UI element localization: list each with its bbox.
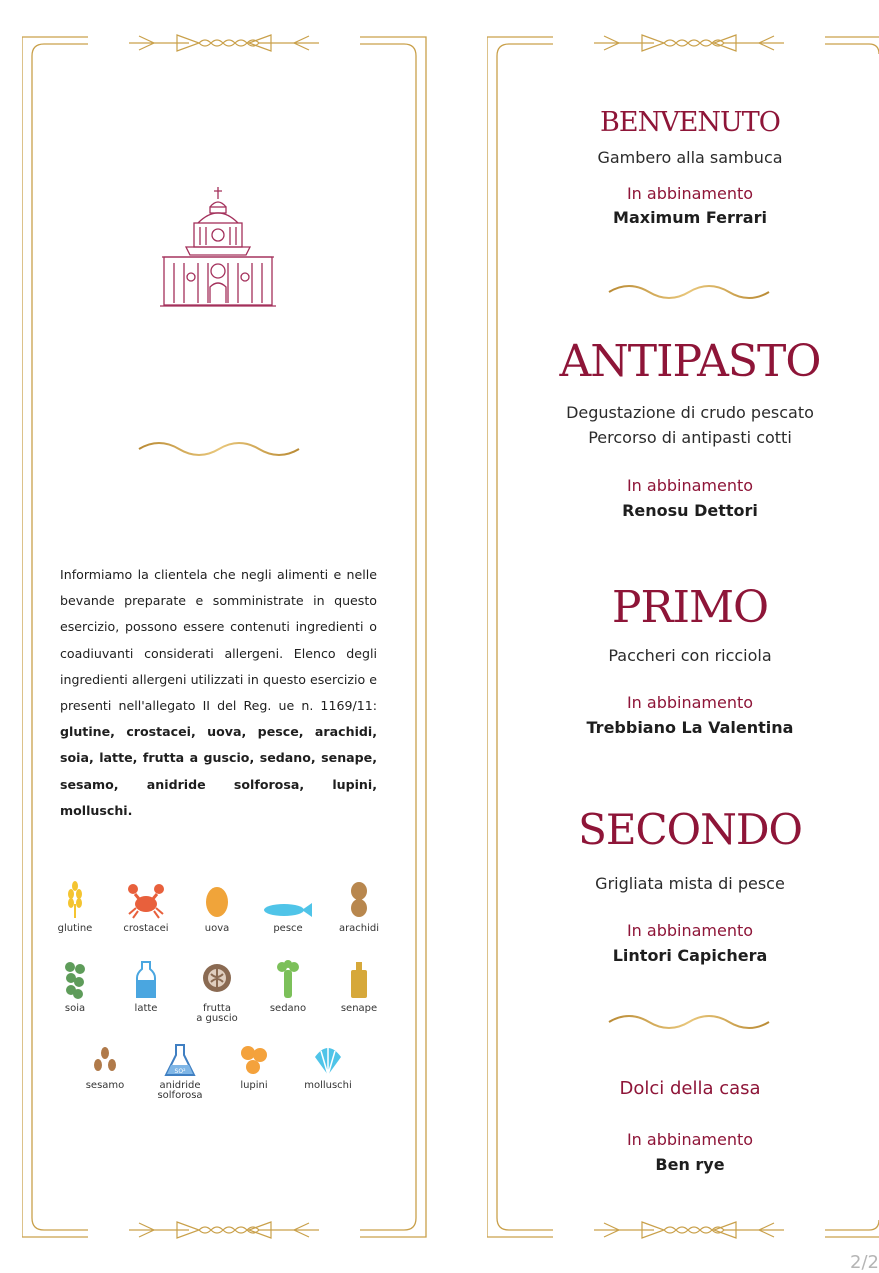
allergen-list: glutine, crostacei, uova, pesce, arachidi, soia, latte, frutta a guscio, sedano, senape, sesamo, anidride solforosa, lupini, molluschi. [60, 724, 377, 818]
benvenuto-wine: Maximum Ferrari [613, 208, 767, 227]
secondo-dish: Grigliata mista di pesce [595, 874, 785, 893]
mustard-bottle-icon [348, 960, 370, 1000]
walnut-icon [200, 960, 234, 1000]
secondo-pairing-label: In abbinamento [626, 921, 754, 940]
sesame-icon [90, 1043, 120, 1077]
celery-icon [273, 960, 303, 1000]
allergen-sedano: sedano [253, 960, 323, 1014]
lupin-icon [237, 1043, 271, 1077]
wave-divider [137, 437, 302, 457]
antipasto-wine: Renosu Dettori [622, 501, 758, 520]
wave-divider-1 [607, 280, 772, 300]
church-logo [160, 185, 280, 310]
bottom-ornament-right [594, 1219, 784, 1241]
allergen-notice [60, 562, 377, 824]
allergen-uova: uova [182, 880, 252, 934]
primo-dish: Paccheri con ricciola [608, 646, 772, 665]
crab-icon [126, 880, 166, 920]
secondo-wine: Lintori Capichera [612, 946, 768, 965]
benvenuto-pairing-label: In abbinamento [626, 184, 754, 203]
shell-icon [312, 1043, 344, 1077]
primo-title: PRIMO [611, 582, 769, 633]
antipasto-pairing-label: In abbinamento [626, 476, 754, 495]
benvenuto-title: BENVENUTO [600, 107, 780, 138]
egg-icon [202, 880, 232, 920]
top-ornament-right [594, 32, 784, 54]
primo-wine: Trebbiano La Valentina [586, 718, 794, 737]
allergen-arachidi: arachidi [324, 880, 394, 934]
dolci-wine: Ben rye [655, 1155, 725, 1174]
allergen-frutta-a-guscio: frutta a guscio [182, 960, 252, 1024]
top-ornament [129, 32, 319, 54]
allergen-senape: senape [324, 960, 394, 1014]
allergen-pesce: pesce [253, 880, 323, 934]
flask-icon [164, 1043, 196, 1077]
fish-icon [262, 880, 314, 920]
wheat-icon [63, 880, 87, 920]
antipasto-dish-2: Percorso di antipasti cotti [588, 428, 792, 447]
benvenuto-dish: Gambero alla sambuca [597, 148, 783, 167]
allergen-molluschi: molluschi [293, 1043, 363, 1091]
allergen-latte: latte [111, 960, 181, 1014]
wave-divider-2 [607, 1010, 772, 1030]
allergen-sesamo: sesamo [70, 1043, 140, 1091]
primo-pairing-label: In abbinamento [626, 693, 754, 712]
allergen-crostacei: crostacei [111, 880, 181, 934]
allergen-anidride-solforosa: SO² anidride solforosa [145, 1043, 215, 1101]
dolci-pairing-label: In abbinamento [626, 1130, 754, 1149]
milk-bottle-icon [134, 960, 158, 1000]
allergen-list-intro: Elenco degli ingredienti allergeni utilizzati in questo esercizio e presenti nell'allegato II del Reg. ue n. 1169/11: [60, 645, 377, 714]
peanut-icon [347, 880, 371, 920]
antipasto-dish-1: Degustazione di crudo pescato [566, 403, 814, 422]
page-number: 2/2 [850, 1252, 879, 1273]
allergen-intro: Informiamo la clientela che negli alimenti e nelle bevande preparate e somministrate in questo esercizio, possono essere contenuti ingredienti o coadiuvanti considerati allergeni. [60, 567, 377, 661]
dolci-title: Dolci della casa [619, 1078, 761, 1099]
soy-icon [61, 960, 89, 1000]
allergen-soia: soia [40, 960, 110, 1014]
secondo-title: SECONDO [578, 805, 802, 854]
allergen-glutine: glutine [40, 880, 110, 934]
so2-label: SO² [174, 1068, 186, 1075]
bottom-ornament [129, 1219, 319, 1241]
antipasto-title: ANTIPASTO [559, 336, 821, 387]
allergen-lupini: lupini [219, 1043, 289, 1091]
